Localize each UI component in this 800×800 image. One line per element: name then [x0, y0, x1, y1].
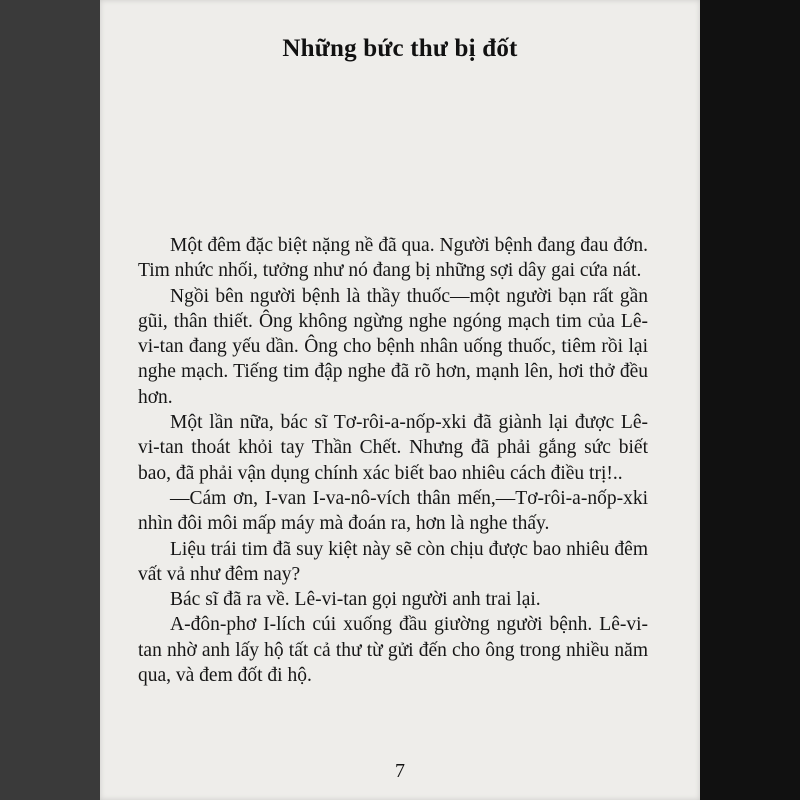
- paragraph: Bác sĩ đã ra về. Lê-vi-tan gọi người anh trai lại.: [170, 589, 541, 611]
- paragraph: —Cám ơn, I-van I-va-nô-vích thân mến,—Tơ-rôi-a-nốp-xki nhìn đôi môi mấp máy mà đoán ra, hơn là nghe thấy.: [138, 487, 648, 535]
- paragraph: Một lần nữa, bác sĩ Tơ-rôi-a-nốp-xki đã giành lại được Lê-vi-tan thoát khỏi tay Thần Chết. Nhưng đã phải gắng sức biết bao, đã phải vận dụng chính xác biết bao nhiêu cách điều trị!..: [138, 412, 648, 484]
- paragraph: A-đôn-phơ I-lích cúi xuống đầu giường người bệnh. Lê-vi-tan nhờ anh lấy hộ tất cả thư từ gửi đến cho ông trong nhiều năm qua, và đem đốt đi hộ.: [138, 614, 648, 687]
- body-text: [138, 233, 648, 688]
- background-left: [0, 0, 100, 800]
- page-number: 7: [395, 760, 405, 782]
- chapter-title: Những bức thư bị đốt: [282, 35, 518, 62]
- background-right: [700, 0, 800, 800]
- book-page: [100, 0, 700, 800]
- paragraph: Một đêm đặc biệt nặng nề đã qua. Người bệnh đang đau đớn. Tim nhức nhối, tưởng như nó đang bị những sợi dây gai cứa nát.: [138, 235, 648, 282]
- paragraph: Liệu trái tim đã suy kiệt này sẽ còn chịu được bao nhiêu đêm vất vả như đêm nay?: [138, 538, 648, 585]
- paragraph: Ngồi bên người bệnh là thầy thuốc—một người bạn rất gần gũi, thân thiết. Ông không ngừng nghe ngóng mạch tim của Lê-vi-tan đang yếu dần. Ông cho bệnh nhân uống thuốc, tiêm rồi lại nghe mạch. Tiếng tim đập nghe đã rõ hơn, mạnh lên, hơi thở đều hơn.: [138, 285, 648, 408]
